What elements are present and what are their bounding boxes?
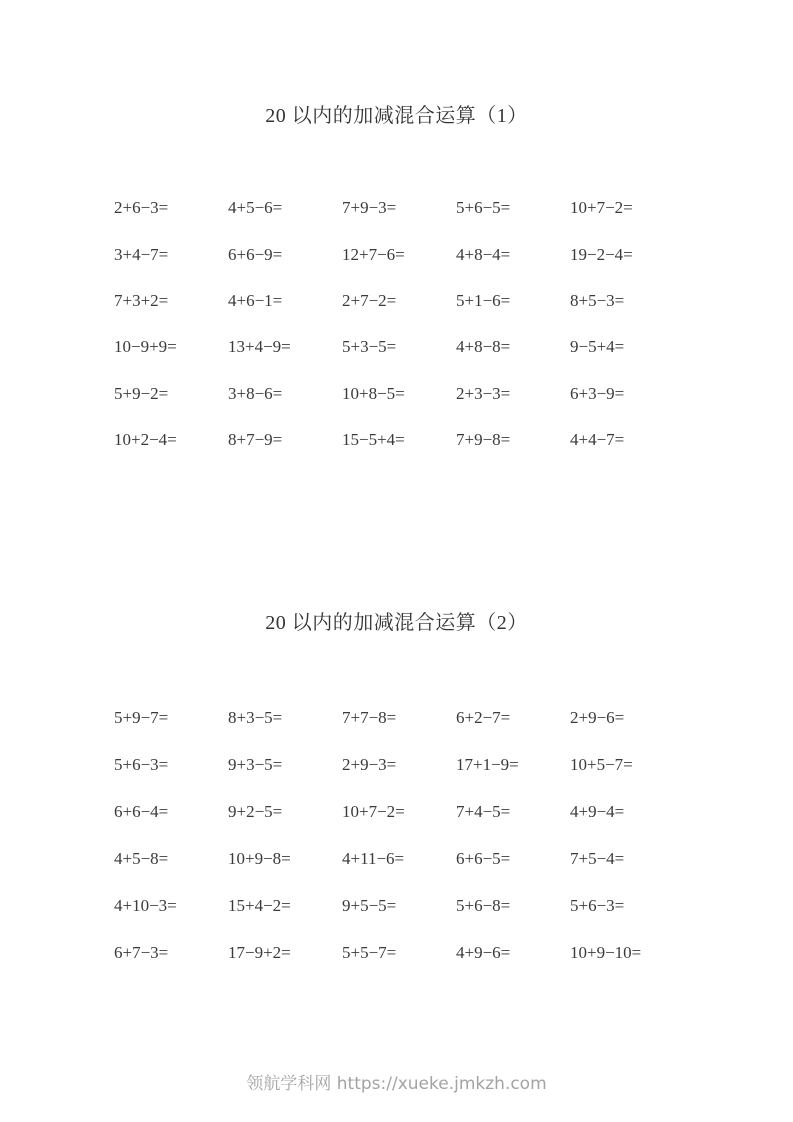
worksheet1-problem-grid	[114, 185, 684, 463]
problem: 5+5−7=	[342, 942, 397, 962]
problem: 10+7−2=	[342, 801, 405, 821]
problem: 15+4−2=	[228, 895, 291, 915]
problem: 2+9−6=	[570, 707, 625, 727]
problem: 17+1−9=	[456, 754, 519, 774]
problem: 5+6−3=	[114, 754, 169, 774]
problem: 6+2−7=	[456, 707, 511, 727]
problem: 2+3−3=	[456, 383, 511, 403]
problem: 10+9−8=	[228, 848, 291, 868]
problem: 4+5−6=	[228, 198, 283, 218]
problem: 12+7−6=	[342, 244, 405, 264]
problem: 5+1−6=	[456, 290, 511, 310]
worksheet2-title: 20 以内的加减混合运算（2）	[265, 612, 528, 634]
problem: 4+9−4=	[570, 801, 625, 821]
problem: 10+7−2=	[570, 198, 633, 218]
problem: 6+6−9=	[228, 244, 283, 264]
footer-text: 领航学科网 https://xueke.jmkzh.com	[246, 1074, 547, 1094]
problem: 4+4−7=	[570, 430, 625, 450]
worksheet2-problem-grid	[114, 694, 684, 976]
problem: 7+4−5=	[456, 801, 511, 821]
problem: 9+5−5=	[342, 895, 397, 915]
problem: 19−2−4=	[570, 244, 633, 264]
problem: 4+9−6=	[456, 942, 511, 962]
problem: 9−5+4=	[570, 337, 625, 357]
problem: 13+4−9=	[228, 337, 291, 357]
problem: 7+5−4=	[570, 848, 625, 868]
problem: 3+4−7=	[114, 244, 169, 264]
problem: 4+8−8=	[456, 337, 511, 357]
problem: 15−5+4=	[342, 430, 405, 450]
problem: 9+3−5=	[228, 754, 283, 774]
problem: 6+6−4=	[114, 801, 169, 821]
problem: 4+6−1=	[228, 290, 283, 310]
problem: 4+5−8=	[114, 848, 169, 868]
problem: 5+6−5=	[456, 198, 511, 218]
problem: 8+7−9=	[228, 430, 283, 450]
problem: 2+6−3=	[114, 198, 169, 218]
problem: 10+2−4=	[114, 430, 177, 450]
site-footer	[0, 1072, 793, 1096]
problem: 7+9−3=	[342, 198, 397, 218]
problem: 2+9−3=	[342, 754, 397, 774]
problem: 5+6−8=	[456, 895, 511, 915]
problem: 7+7−8=	[342, 707, 397, 727]
problem: 5+9−7=	[114, 707, 169, 727]
problem: 3+8−6=	[228, 383, 283, 403]
problem: 6+7−3=	[114, 942, 169, 962]
problem: 4+11−6=	[342, 848, 405, 868]
problem: 4+10−3=	[114, 895, 177, 915]
worksheet1-title: 20 以内的加减混合运算（1）	[265, 105, 528, 127]
problem: 8+5−3=	[570, 290, 625, 310]
problem: 8+3−5=	[228, 707, 283, 727]
problem: 5+3−5=	[342, 337, 397, 357]
problem: 10−9+9=	[114, 337, 177, 357]
problem: 17−9+2=	[228, 942, 291, 962]
problem: 7+3+2=	[114, 290, 169, 310]
problem: 10+9−10=	[570, 942, 642, 962]
problem: 5+6−3=	[570, 895, 625, 915]
problem: 7+9−8=	[456, 430, 511, 450]
problem: 4+8−4=	[456, 244, 511, 264]
problem: 5+9−2=	[114, 383, 169, 403]
problem: 10+5−7=	[570, 754, 633, 774]
problem: 6+3−9=	[570, 383, 625, 403]
problem: 6+6−5=	[456, 848, 511, 868]
problem: 2+7−2=	[342, 290, 397, 310]
problem: 9+2−5=	[228, 801, 283, 821]
problem: 10+8−5=	[342, 383, 405, 403]
